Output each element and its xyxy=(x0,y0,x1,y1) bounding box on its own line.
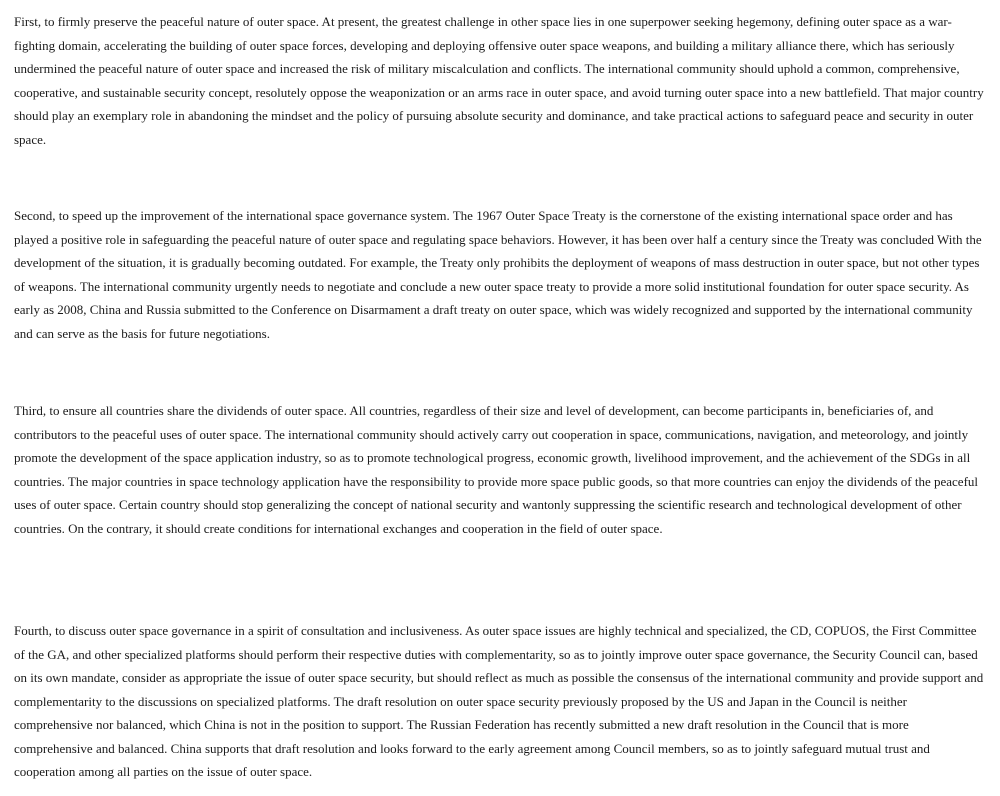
paragraph-third: Third, to ensure all countries share the dividends of outer space. All countries, regardless of their size and level of development, can become participants in, beneficiaries of, and contributors to the peaceful uses of outer space. The international community should actively carry out cooperation in space, communications, navigation, and meteorology, and jointly promote the development of the space application industry, so as to promote technological progress, economic growth, livelihood improvement, and the achievement of the SDGs in all countries. The major countries in space technology application have the responsibility to provide more space public goods, so that more countries can enjoy the dividends of the peaceful uses of outer space. Certain country should stop generalizing the concept of national security and wantonly suppressing the scientific research and technological development of other countries. On the contrary, it should create conditions for international exchanges and cooperation in the field of outer space. xyxy=(14,403,979,536)
paragraph-fourth: Fourth, to discuss outer space governance in a spirit of consultation and inclusiveness. As outer space issues are highly technical and specialized, the CD, COPUOS, the First Committee of the GA, and other specialized platforms should perform their respective duties with complementarity, so as to jointly improve outer space governance, the Security Council can, based on its own mandate, consider as appropriate the issue of outer space security, but should reflect as much as possible the consensus of the international community and provide support and complementarity to the discussions on specialized platforms. The draft resolution on outer space security previously proposed by the US and Japan in the Council is neither comprehensive nor balanced, which China is not in the position to support. The Russian Federation has recently submitted a new draft resolution in the Council that is more comprehensive and balanced. China supports that draft resolution and looks forward to the early agreement among Council members, so as to jointly safeguard mutual trust and cooperation among all parties on the issue of outer space. xyxy=(14,623,984,779)
paragraph-second: Second, to speed up the improvement of the international space governance system. The 1967 Outer Space Treaty is the cornerstone of the existing international space order and has played a positive role in safeguarding the peaceful nature of outer space and regulating space behaviors. However, it has been over half a century since the Treaty was concluded With the development of the situation, it is gradually becoming outdated. For example, the Treaty only prohibits the deployment of weapons of mass destruction in outer space, but not other types of weapons. The international community urgently needs to negotiate and conclude a new outer space treaty to provide a more solid institutional foundation for outer space security. As early as 2008, China and Russia submitted to the Conference on Disarmament a draft treaty on outer space, which was widely recognized and supported by the international community and can serve as the basis for future negotiations. xyxy=(14,208,982,341)
paragraph-first: First, to firmly preserve the peaceful nature of outer space. At present, the greatest challenge in other space lies in one superpower seeking hegemony, defining outer space as a war-fighting domain, accelerating the building of outer space forces, developing and deploying offensive outer space weapons, and building a military alliance there, which has seriously undermined the peaceful nature of outer space and increased the risk of military miscalculation and conflicts. The international community should uphold a common, comprehensive, cooperative, and sustainable security concept, resolutely oppose the weaponization or an arms race in outer space, and avoid turning outer space into a new battlefield. That major country should play an exemplary role in abandoning the mindset and the policy of pursuing absolute security and dominance, and take practical actions to safeguard peace and security in outer space. xyxy=(14,14,984,147)
